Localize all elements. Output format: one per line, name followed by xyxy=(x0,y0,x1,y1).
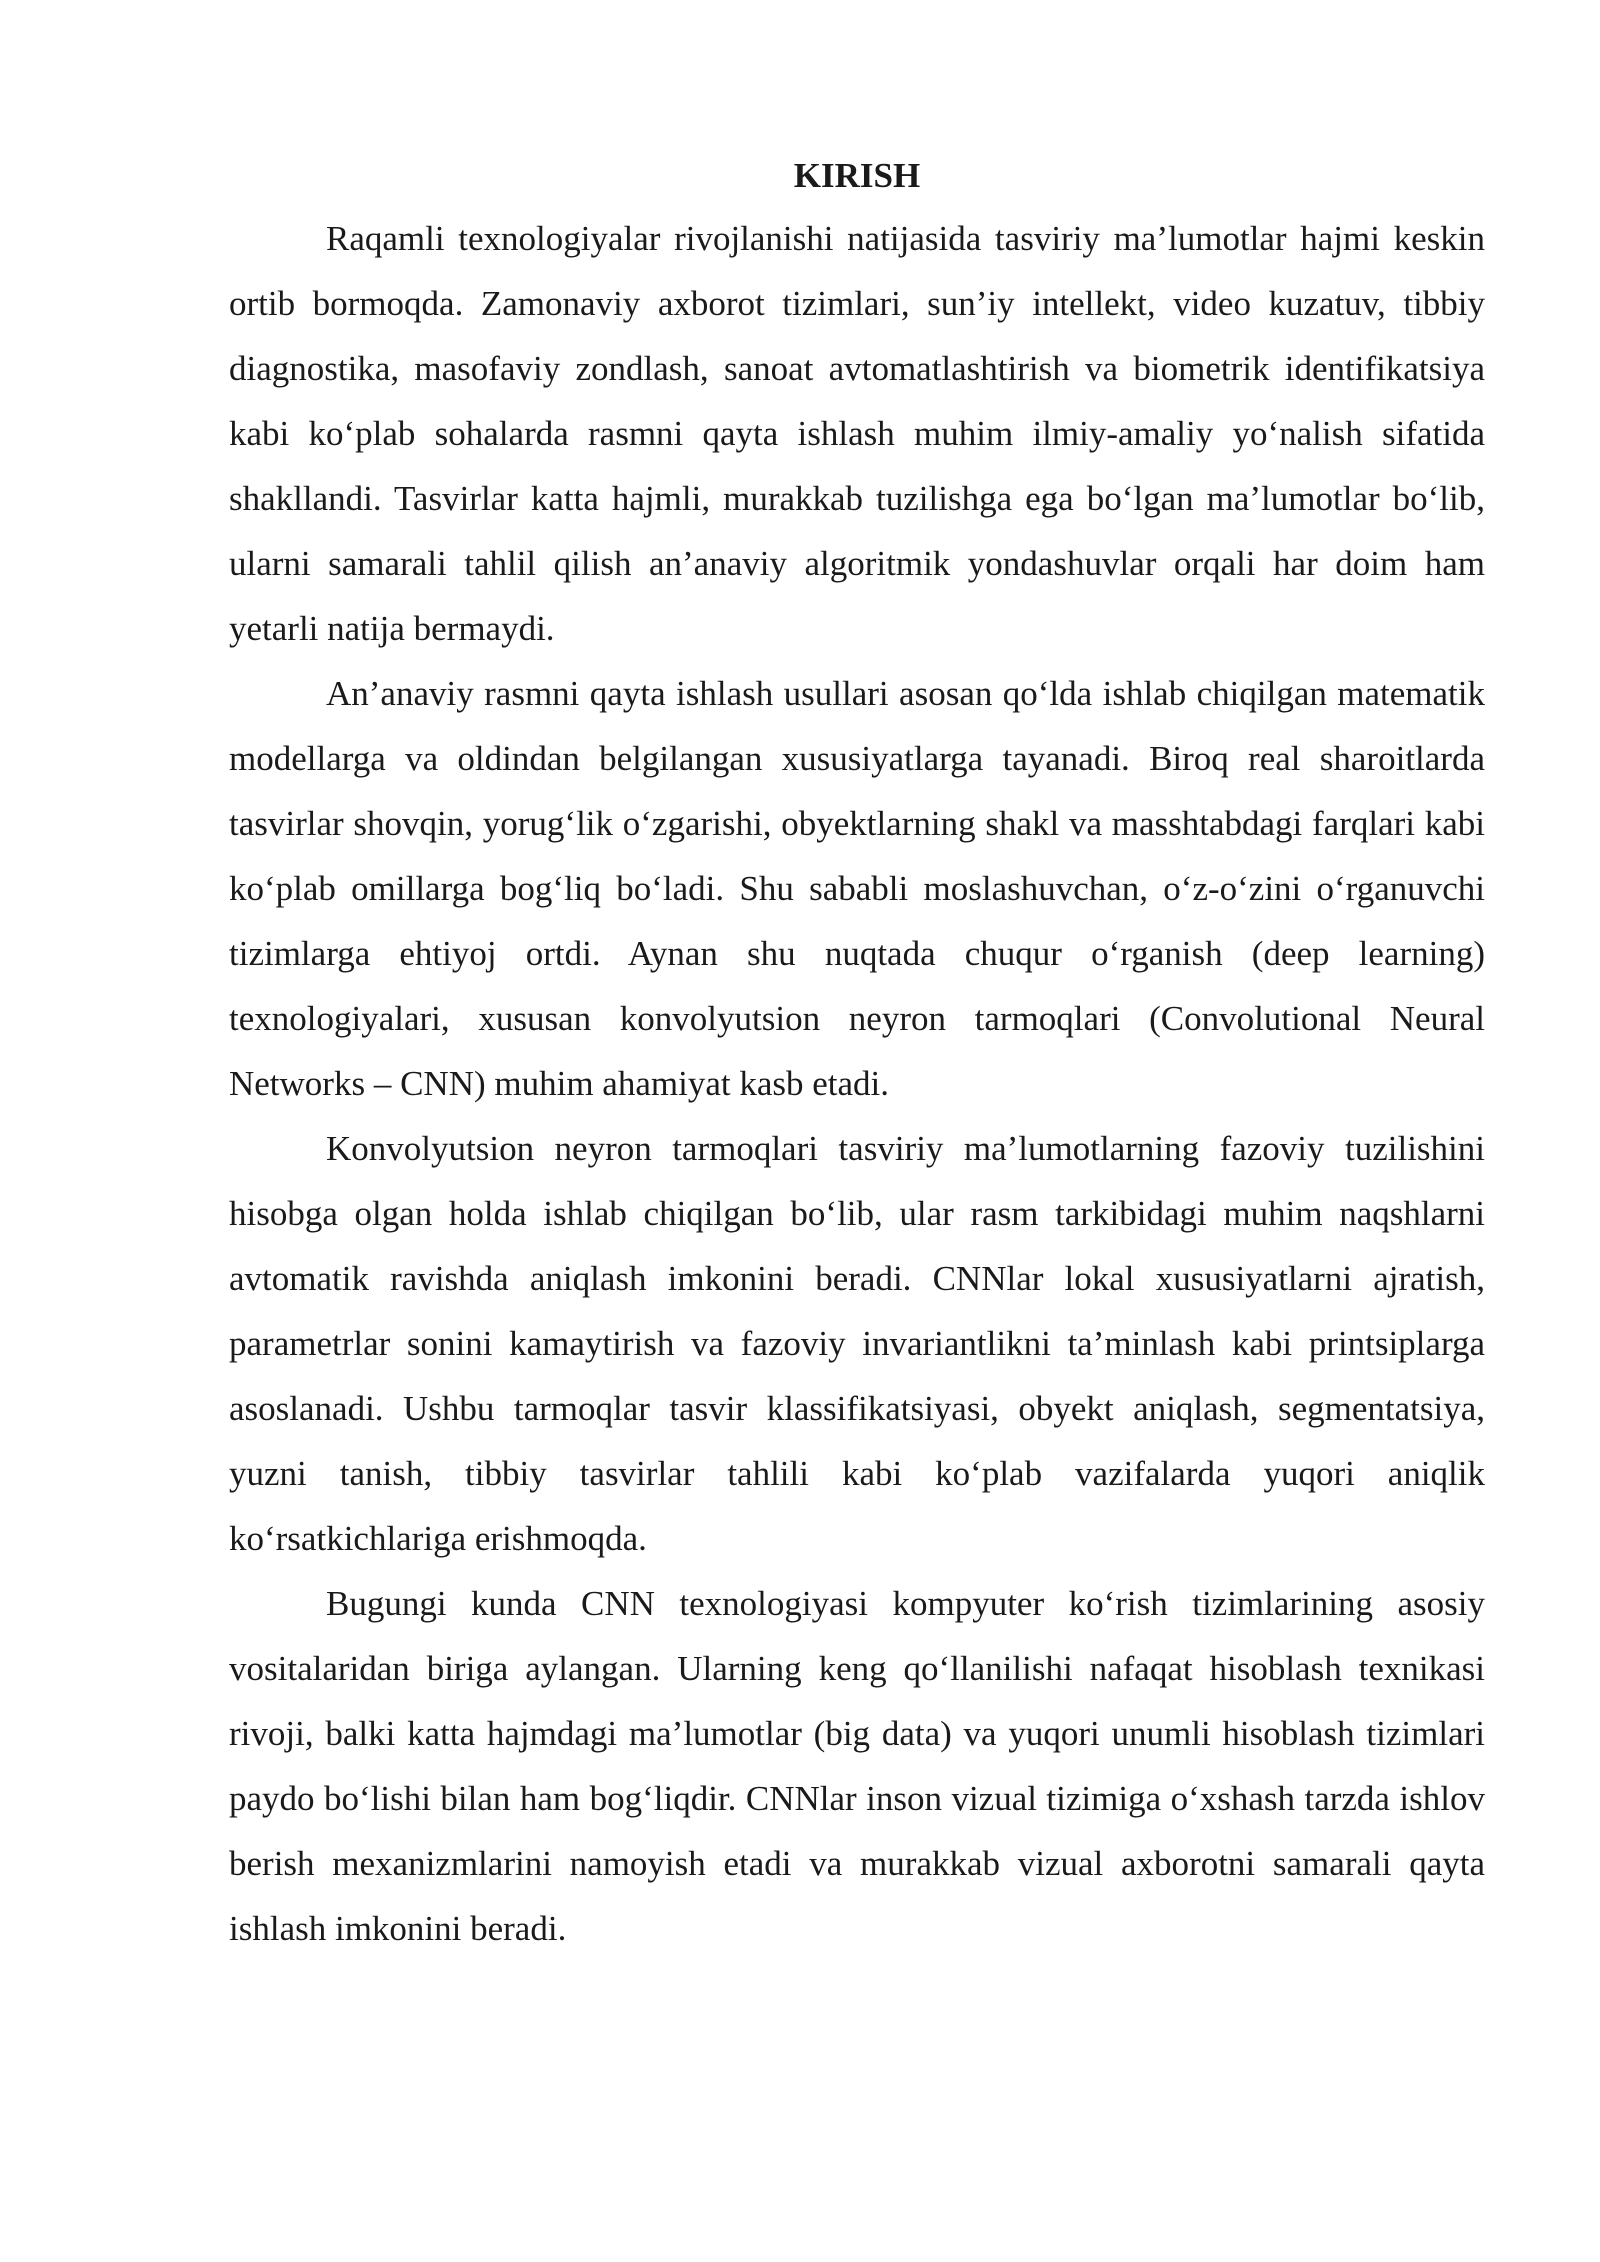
paragraph: Konvolyutsion neyron tarmoqlari tasviriy ma’lumotlarning fazoviy tuzilishini hisobga olgan holda ishlab chiqilgan bo‘lib, ular rasm tarkibidagi muhim naqshlarni avtomatik ravishda aniqlash imkonini beradi. CNNlar lokal xususiyatlarni ajratish, parametrlar sonini kamaytirish va fazoviy invariantlikni ta’minlash kabi printsiplarga asoslanadi. Ushbu tarmoqlar tasvir klassifikatsiyasi, obyekt aniqlash, segmentatsiya, yuzni tanish, tibbiy tasvirlar tahlili kabi ko‘plab vazifalarda yuqori aniqlik ko‘rsatkichlariga erishmoqda. xyxy=(229,1129,1485,1558)
page-title: KIRISH xyxy=(793,156,921,195)
paragraph: Bugungi kunda CNN texnologiyasi kompyuter ko‘rish tizimlarining asosiy vositalaridan biriga aylangan. Ularning keng qo‘llanilishi nafaqat hisoblash texnikasi rivoji, balki katta hajmdagi ma’lumotlar (big data) va yuqori unumli hisoblash tizimlari paydo bo‘lishi bilan ham bog‘liqdir. CNNlar inson vizual tizimiga o‘xshash tarzda ishlov berish mexanizmlarini namoyish etadi va murakkab vizual axborotni samarali qayta ishlash imkonini beradi. xyxy=(229,1584,1485,1948)
paragraph: Raqamli texnologiyalar rivojlanishi natijasida tasviriy ma’lumotlar hajmi keskin ortib bormoqda. Zamonaviy axborot tizimlari, sun’iy intellekt, video kuzatuv, tibbiy diagnostika, masofaviy zondlash, sanoat avtomatlashtirish va biometrik identifikatsiya kabi ko‘plab sohalarda rasmni qayta ishlash muhim ilmiy-amaliy yo‘nalish sifatida shakllandi. Tasvirlar katta hajmli, murakkab tuzilishga ega bo‘lgan ma’lumotlar bo‘lib, ularni samarali tahlil qilish an’anaviy algoritmik yondashuvlar orqali har doim ham yetarli natija bermaydi. xyxy=(229,219,1485,648)
paragraph: An’anaviy rasmni qayta ishlash usullari asosan qo‘lda ishlab chiqilgan matematik modellarga va oldindan belgilangan xususiyatlarga tayanadi. Biroq real sharoitlarda tasvirlar shovqin, yorug‘lik o‘zgarishi, obyektlarning shakl va masshtabdagi farqlari kabi ko‘plab omillarga bog‘liq bo‘ladi. Shu sababli moslashuvchan, o‘z-o‘zini o‘rganuvchi tizimlarga ehtiyoj ortdi. Aynan shu nuqtada chuqur o‘rganish (deep learning) texnologiyalari, xususan konvolyutsion neyron tarmoqlari (Convolutional Neural Networks – CNN) muhim ahamiyat kasb etadi. xyxy=(229,674,1485,1103)
document-body xyxy=(229,150,1485,1961)
